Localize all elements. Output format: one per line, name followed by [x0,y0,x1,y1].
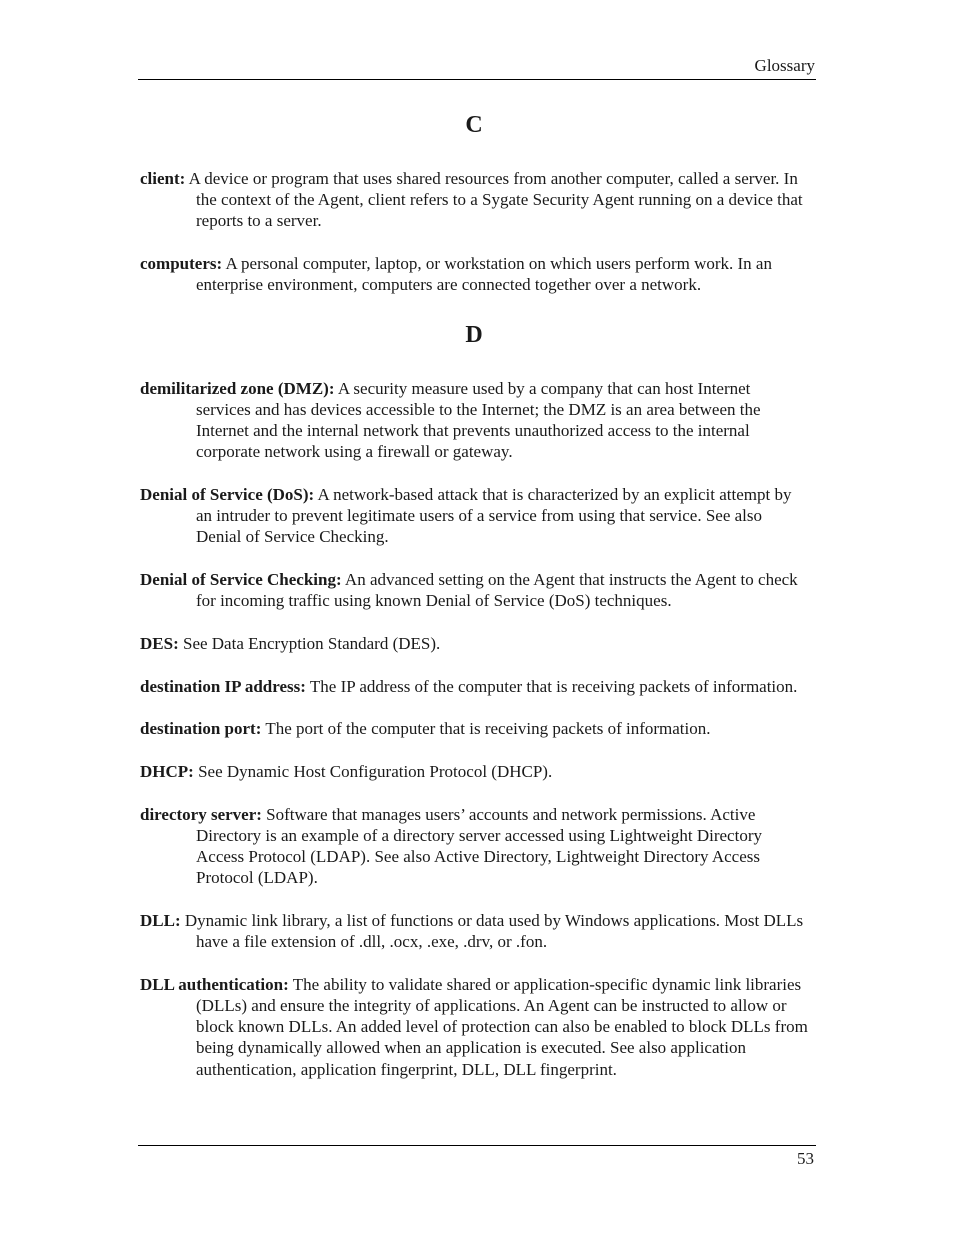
glossary-term: demilitarized zone (DMZ): [140,378,335,398]
glossary-entry-dmz [140,378,808,463]
glossary-term: client: [140,169,186,188]
glossary-term: computers: [140,254,223,274]
glossary-entry-dos [140,484,808,548]
glossary-entry-dhcp [140,761,808,782]
glossary-entry-dos-checking [140,569,808,611]
glossary-term: Denial of Service (DoS): [140,484,315,504]
glossary-content [140,109,808,1101]
glossary-entry-des [140,633,808,654]
glossary-definition: The ability to validate shared or application-specific dynamic link libraries (DLLs) and ensure the integrity of applications. An Agent can be instructed to allow or block known DLLs. An added level of protection can also be enabled to block DLLs from being dynamically allowed when an application is executed. See also application authentication, application fingerprint, DLL, DLL fingerprint. [196,974,808,1079]
glossary-term: destination IP address: [140,676,306,696]
glossary-definition: See Data Encryption Standard (DES). [182,633,441,653]
glossary-definition: The port of the computer that is receiving packets of information. [265,719,711,739]
glossary-definition: A security measure used by a company that can host Internet services and has devices accessible to the Internet; the DMZ is an area between the Internet and the internal network that prevents unauthorized access to the internal corporate network using a firewall or gateway. [196,378,761,462]
glossary-term: Denial of Service Checking: [140,569,342,589]
header-rule [138,79,816,80]
glossary-definition: See Dynamic Host Configuration Protocol (DHCP). [198,761,553,781]
glossary-definition: A network-based attack that is characterized by an explicit attempt by an intruder to prevent legitimate users of a service from using that service. See also Denial of Service Checking. [196,484,792,547]
glossary-entry-destination-ip [140,676,808,697]
glossary-definition: Dynamic link library, a list of functions or data used by Windows applications. Most DLLs have a file extension of .dll, .ocx, .exe, .drv, or .fon. [184,910,804,952]
glossary-definition: An advanced setting on the Agent that instructs the Agent to check for incoming traffic using known Denial of Service (DoS) techniques. [196,569,798,611]
glossary-term: DLL: [140,910,181,930]
glossary-term: destination port: [140,719,262,739]
glossary-term: DLL authentication: [140,974,289,994]
glossary-entry-client [140,168,808,232]
section-letter-c: C [465,112,483,138]
page-number: 53 [797,1149,814,1168]
glossary-entry-dll-authentication [140,974,808,1080]
glossary-term: DHCP: [140,761,194,781]
glossary-entry-destination-port [140,718,808,739]
glossary-term: directory server: [140,804,262,824]
section-letter-d: D [465,321,483,348]
glossary-term: DES: [140,633,179,653]
glossary-entry-directory-server [140,804,808,889]
glossary-definition: The IP address of the computer that is receiving packets of information. [309,676,798,696]
glossary-definition: Software that manages users’ accounts and network permissions. Active Directory is an example of a directory server accessed using Lightweight Directory Access Protocol (LDAP). See also Active Directory, Lightweight Directory Access Protocol (LDAP). [196,804,762,888]
footer-rule [138,1145,816,1146]
glossary-definition: A personal computer, laptop, or workstation on which users perform work. In an enterprise environment, computers are connected together over a network. [196,254,772,295]
glossary-entry-computers [140,253,808,295]
running-header-title: Glossary [754,56,815,75]
glossary-definition: A device or program that uses shared resources from another computer, called a server. In the context of the Agent, client refers to a Sygate Security Agent running on a device that reports to a server. [188,169,803,231]
glossary-entry-dll [140,910,808,952]
